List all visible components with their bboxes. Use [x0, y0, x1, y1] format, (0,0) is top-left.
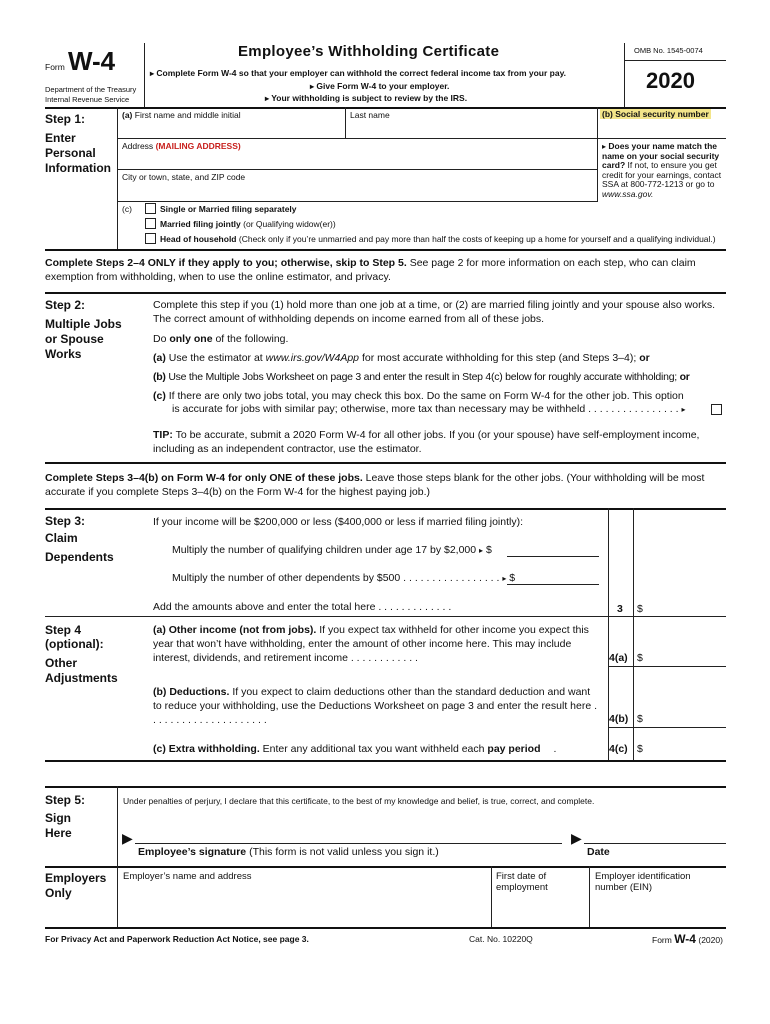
- instruction-1: ▸ Complete Form W-4 so that your employer can withhold the correct federal income tax from your pay.: [150, 68, 567, 78]
- line-3-number: 3: [617, 603, 623, 615]
- step1-name-line1: Enter: [45, 131, 76, 145]
- address-field[interactable]: [118, 152, 596, 168]
- step2-label: Step 2:: [45, 298, 86, 312]
- instruction-2: ▸ Give Form W-4 to your employer.: [310, 81, 450, 91]
- estimator-link[interactable]: www.irs.gov/W4App: [265, 352, 360, 364]
- arrow-right-icon: ▸: [265, 94, 270, 103]
- employer-name-field[interactable]: [118, 884, 488, 924]
- department-line2: Internal Revenue Service: [45, 95, 130, 104]
- city-field[interactable]: [118, 183, 596, 200]
- step3-intro: If your income will be $200,000 or less ($400,000 or less if married filing jointly):: [153, 516, 524, 528]
- notice-steps-2-4: Complete Steps 2–4 ONLY if they apply to you; otherwise, skip to Step 5. See page 2 for more information on each step, who can claim exemption from withholding, when to use the online estimator, and privacy.: [45, 257, 696, 283]
- department-line1: Department of the Treasury: [45, 85, 137, 94]
- filing-single-checkbox[interactable]: [145, 203, 156, 214]
- date-field[interactable]: [584, 826, 726, 842]
- first-date-label-line2: employment: [496, 882, 548, 893]
- tax-year: 2020: [646, 68, 695, 93]
- other-dependents-text: Multiply the number of other dependents by $500 . . . . . . . . . . . . . . . . . ▸ $: [172, 572, 516, 584]
- qualifying-children-amount[interactable]: [517, 542, 599, 556]
- first-date-field[interactable]: [492, 894, 587, 924]
- step2-option-a: (a) Use the estimator at www.irs.gov/W4App for most accurate withholding for this step (and Steps 3–4); or: [153, 352, 650, 364]
- ein-field[interactable]: [590, 894, 725, 924]
- step2-tip: TIP: To be accurate, submit a 2020 Form W-4 for all other jobs. If you (or your spouse) have self-employment income, including as an independent contractor, use the estimator.: [153, 429, 700, 455]
- step4b-text: (b) Deductions. If you expect to claim deductions other than the standard deduction and want to reduce your withholding, use the Deductions Worksheet on page 3 and enter the result here . . . . . . . . . . . . . . . . . . . . .: [153, 686, 597, 726]
- signature-label: Employee’s signature (This form is not valid unless you sign it.): [138, 846, 439, 858]
- step2-name-line1: Multiple Jobs: [45, 317, 122, 331]
- line-4c-number: 4(c): [609, 743, 628, 755]
- ssn-field[interactable]: [598, 120, 726, 138]
- step2-option-b: (b) Use the Multiple Jobs Worksheet on page 3 and enter the result in Step 4(c) below for roughly accurate withholding; or: [153, 371, 690, 383]
- step4a-text: (a) Other income (not from jobs). If you expect tax withheld for other income you expect this year that won’t have withholding, enter the amount of other income here. This may include interest, dividends, and retirement income . . . . . . . . . . . .: [153, 624, 589, 664]
- line-4b-dollar: $: [637, 713, 643, 725]
- ein-label-line2: number (EIN): [595, 882, 653, 893]
- last-name-label: Last name: [350, 110, 390, 120]
- line-4a-dollar: $: [637, 652, 643, 664]
- step4c-text: (c) Extra withholding. Enter any additional tax you want withheld each pay period .: [153, 743, 557, 755]
- step3-label: Step 3:: [45, 514, 86, 528]
- filing-single-label: Single or Married filing separately: [160, 204, 297, 214]
- line-4c-dollar: $: [637, 743, 643, 755]
- ssn-label: (b) Social security number: [602, 109, 709, 119]
- signature-arrow-icon: ▶: [122, 830, 133, 846]
- arrow-right-icon: ▸: [602, 142, 607, 151]
- ein-label-line1: Employer identification: [595, 871, 691, 882]
- first-name-field[interactable]: [118, 120, 344, 138]
- filing-joint-checkbox[interactable]: [145, 218, 156, 229]
- first-date-label-line1: First date of: [496, 871, 547, 882]
- omb-number: OMB No. 1545-0074: [634, 46, 703, 55]
- perjury-statement: Under penalties of perjury, I declare that this certificate, to the best of my knowledge and belief, is true, correct, and complete.: [123, 796, 595, 806]
- other-dependents-amount[interactable]: [517, 570, 599, 584]
- line-4b-number: 4(b): [609, 713, 629, 725]
- city-label: City or town, state, and ZIP code: [122, 172, 246, 182]
- form-label: Form: [45, 62, 65, 72]
- line-3-amount[interactable]: [645, 600, 725, 615]
- address-label: Address (MAILING ADDRESS): [122, 141, 241, 151]
- step4-label: Step 4: [45, 623, 82, 637]
- step1-name-line2: Personal: [45, 146, 96, 160]
- step2-do-only-one: Do only one of the following.: [153, 333, 289, 345]
- filing-hoh-checkbox[interactable]: [145, 233, 156, 244]
- step3-total-text: Add the amounts above and enter the total here . . . . . . . . . . . . .: [153, 601, 452, 613]
- employer-name-label: Employer’s name and address: [123, 871, 252, 882]
- signature-field[interactable]: [135, 826, 562, 842]
- step3-name-line1: Claim: [45, 531, 78, 545]
- line-4a-number: 4(a): [609, 652, 628, 664]
- step4-name-line1: Other: [45, 656, 78, 670]
- step2-name-line3: Works: [45, 347, 82, 361]
- filing-joint-label: Married filing jointly (or Qualifying widow(er)): [160, 219, 336, 229]
- arrow-right-icon: ▸: [310, 82, 315, 91]
- form-number: W-4: [68, 46, 116, 76]
- first-name-label: (a) First name and middle initial: [122, 110, 241, 120]
- filing-hoh-label: Head of household (Check only if you’re unmarried and pay more than half the costs of keeping up a home for yourself and a qualifying individual.): [160, 234, 716, 244]
- instruction-3: ▸ Your withholding is subject to review by the IRS.: [265, 93, 468, 103]
- step5-label: Step 5:: [45, 793, 86, 807]
- line-4c-amount[interactable]: [645, 740, 725, 755]
- footer-form: Form W-4 (2020): [652, 932, 723, 946]
- step2-option-c-line1: (c) If there are only two jobs total, you may check this box. Do the same on Form W-4 for the other job. This option: [153, 390, 684, 402]
- filing-status-marker: (c): [122, 204, 132, 214]
- line-3-dollar: $: [637, 603, 643, 615]
- line-4a-amount[interactable]: [645, 649, 725, 664]
- step4-name-line2: Adjustments: [45, 671, 118, 685]
- step1-name-line3: Information: [45, 161, 111, 175]
- step3-name-line2: Dependents: [45, 550, 114, 564]
- ssn-match-note: ▸ Does your name match the name on your social security card? If not, to ensure you get credit for your earnings, contact SSA at 800-772-1213 or go to www.ssa.gov.: [602, 141, 722, 199]
- step5-name-line1: Sign: [45, 811, 71, 825]
- arrow-right-icon: ▸: [150, 69, 155, 78]
- qualifying-children-text: Multiply the number of qualifying children under age 17 by $2,000 ▸ $: [172, 544, 492, 556]
- step5-name-line2: Here: [45, 826, 72, 840]
- arrow-right-icon: ▸: [502, 574, 507, 583]
- employers-label-line2: Only: [45, 886, 72, 900]
- mailing-address-note: (MAILING ADDRESS): [155, 141, 241, 151]
- privacy-notice: For Privacy Act and Paperwork Reduction Act Notice, see page 3.: [45, 934, 309, 944]
- date-arrow-icon: ▶: [571, 830, 582, 846]
- arrow-right-icon: ▸: [479, 546, 484, 555]
- step4-optional: (optional):: [45, 637, 104, 651]
- two-jobs-checkbox[interactable]: [711, 404, 722, 415]
- catalog-number: Cat. No. 10220Q: [469, 934, 533, 944]
- step2-option-c-line2: is accurate for jobs with similar pay; otherwise, more tax than necessary may be withheld . . . . . . . . . . . . . . . . ▸: [172, 403, 686, 415]
- employers-label-line1: Employers: [45, 871, 107, 885]
- step2-name-line2: or Spouse: [45, 332, 104, 346]
- step1-label: Step 1:: [45, 112, 86, 126]
- form-title: Employee’s Withholding Certificate: [238, 43, 500, 60]
- arrow-right-icon: ▸: [681, 405, 686, 414]
- notice-steps-3-4b: Complete Steps 3–4(b) on Form W-4 for only ONE of these jobs. Leave those steps blank for the other jobs. (Your withholding will be most accurate if you complete Steps 3–4(b) on the Form W-4 for the highest paying job.): [45, 472, 705, 498]
- step2-intro: Complete this step if you (1) hold more than one job at a time, or (2) are married filing jointly and your spouse also works. The correct amount of withholding depends on income earned from all of these jobs.: [153, 299, 716, 325]
- line-4b-amount[interactable]: [645, 710, 725, 725]
- last-name-field[interactable]: [346, 120, 596, 138]
- date-label: Date: [587, 846, 610, 858]
